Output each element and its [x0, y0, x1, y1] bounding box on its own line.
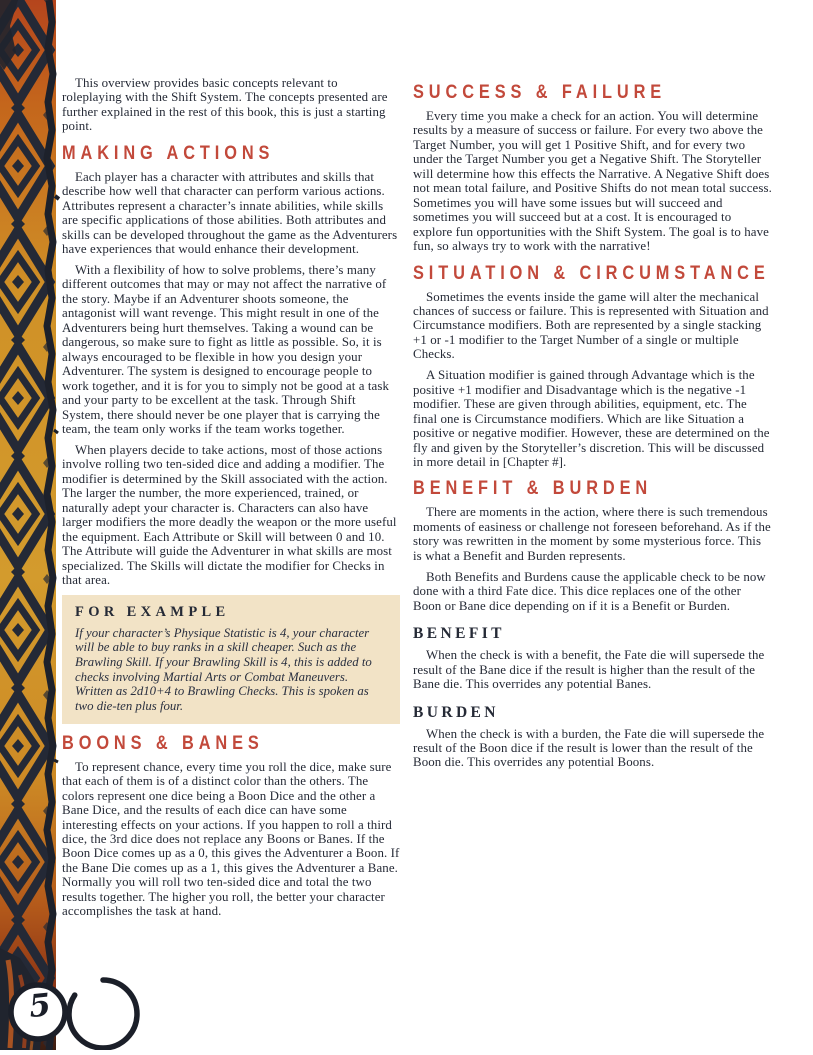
left-column — [62, 76, 400, 1050]
paragraph: When the check is with a benefit, the Fate die will supersede the result of the Bane dice if the result is higher than the result of the Bane die. This overrides any potential Banes. — [413, 648, 765, 692]
paragraph: Both Benefits and Burdens cause the applicable check to be now done with a third Fate dice. This dice replaces one of the other Boon or Bane dice depending on if it is a Benefit or Burden. — [413, 569, 766, 613]
intro-paragraph: This overview provides basic concepts relevant to roleplaying with the Shift System. The concepts presented are further explained in the rest of this book, this is just a starting point. — [62, 76, 388, 134]
paragraph: Each player has a character with attributes and skills that describe how well that character can perform various actions. Attributes represent a character’s innate abilities, while skills are specific applications of those abilities. Both attributes and skills can be developed throughout the game as the Adventurers have experiences that would enhance their development. — [62, 169, 398, 257]
paragraph: With a flexibility of how to solve problems, there’s many different outcomes that may or may not affect the narrative of the story. Maybe if an Adventurer shoots someone, the antagonist will want revenge. This might result in one of the Adventurers being hurt themselves. Taking a wound can be dangerous, so make sure to fight as little as possible. So, it is always encouraged to be flexible in how you design your Adventurer. The system is designed to encourage people to work together, and it is for you to simply not be good at a task and your party to be excellent at the task. Through Shift System, there should never be one player that is carrying the team, the team only works if the team works together. — [62, 263, 390, 437]
example-box-title: FOR EXAMPLE — [75, 603, 230, 620]
section-heading-situation-circumstance: SITUATION & CIRCUMSTANCE — [413, 262, 770, 284]
diamond-chevron-pattern-icon — [0, 0, 60, 1050]
subsection-heading-benefit: BENEFIT — [413, 625, 505, 643]
infinity-icon — [2, 972, 152, 1050]
subsection-heading-burden: BURDEN — [413, 703, 499, 721]
section-heading-boons-banes: BOONS & BANES — [62, 732, 264, 754]
paragraph: There are moments in the action, where there is such tremendous moments of easiness or challenge not foreseen beforehand. As if the story was rewritten in the moment by some mysterious force. This is what a Benefit and Burden represents. — [413, 505, 771, 563]
right-column — [413, 76, 772, 1050]
page-number: 5 — [27, 986, 53, 1026]
paragraph: Sometimes the events inside the game will alter the mechanical chances of success or failure. This is represented with Situation and Circumstance modifiers. Both are represented by a single stacking +1 or -1 modifier to the Target Number of a single or multiple Checks. — [413, 289, 769, 362]
section-heading-making-actions: MAKING ACTIONS — [62, 142, 275, 164]
decorative-border-strip — [0, 0, 60, 1050]
section-heading-benefit-burden: BENEFIT & BURDEN — [413, 478, 653, 500]
paragraph: Every time you make a check for an action. You will determine results by a measure of success or failure. For every two above the Target Number, you will get 1 Positive Shift, and for every two under the Target Number you get a Negative Shift. The Storyteller will determine how this effects the Narrative. A Negative Shift does not mean total failure, and Positive Shifts do not mean total success. Sometimes you will have some issues but will succeed and sometimes you will succeed but at a cost. It is encouraged to explore fun opportunities with the Shift System. The goal is to have fun, so always try to work with the narrative! — [413, 109, 772, 254]
paragraph: A Situation modifier is gained through Advantage which is the positive +1 modifier and Disadvantage which is the negative -1 modifier. These are given through abilities, equipment, etc. The final one is Circumstance modifiers. Which are like Situation a positive or negative modifier. However, these are determined on the fly and given by the Storyteller’s discretion. This will be discussed in more detail in [Chapter #]. — [413, 368, 770, 470]
paragraph: When the check is with a burden, the Fate die will supersede the result of the Boon dice if the result is lower than the result of the Boon die. This overrides any potential Boons. — [413, 726, 765, 770]
example-callout-box — [62, 595, 400, 724]
section-heading-success-failure: SUCCESS & FAILURE — [413, 82, 667, 103]
page-content — [62, 0, 772, 1050]
footer-page-number-mark — [2, 972, 152, 1050]
example-box-text: If your character’s Physique Statistic is 4, your character will be able to buy ranks in a skill cheaper. Such as the Brawling Skill. If your Brawling Skill is 4, this is added to checks involving Martial Arts or Combat Maneuvers. Written as 2d10+4 to Brawling Checks. This is spoken as two die-ten plus four. — [75, 625, 372, 714]
paragraph: To represent chance, every time you roll the dice, make sure that each of them is of a distinct color than the others. The colors represent one dice being a Boon Dice and the other a Bane Dice, and the results of each dice can have some interesting effects on your actions. If you happen to roll a third dice, the 3rd dice does not replace any Boons or Banes. If the Boon Dice comes up as a 0, this gives the Adventurer a Boon. If the Bane Die comes up as a 1, this gives the Adventurer a Bane. Normally you will roll two ten-sided dice and total the two results together. The higher you roll, the better your character accomplishes the task at hand. — [62, 759, 400, 919]
paragraph: When players decide to take actions, most of those actions involve rolling two ten-sided dice and adding a modifier. The modifier is determined by the Skill associated with the action. The larger the number, the more experienced, trained, or naturally adept your character is. Characters can also have larger modifiers the more deadly the weapon or the more useful the equipment. Each Attribute or Skill will between 0 and 10. The Attribute will guide the Adventurer in what skills are most specialized. The Skills will dictate the modifier for Checks in that area. — [62, 442, 397, 588]
